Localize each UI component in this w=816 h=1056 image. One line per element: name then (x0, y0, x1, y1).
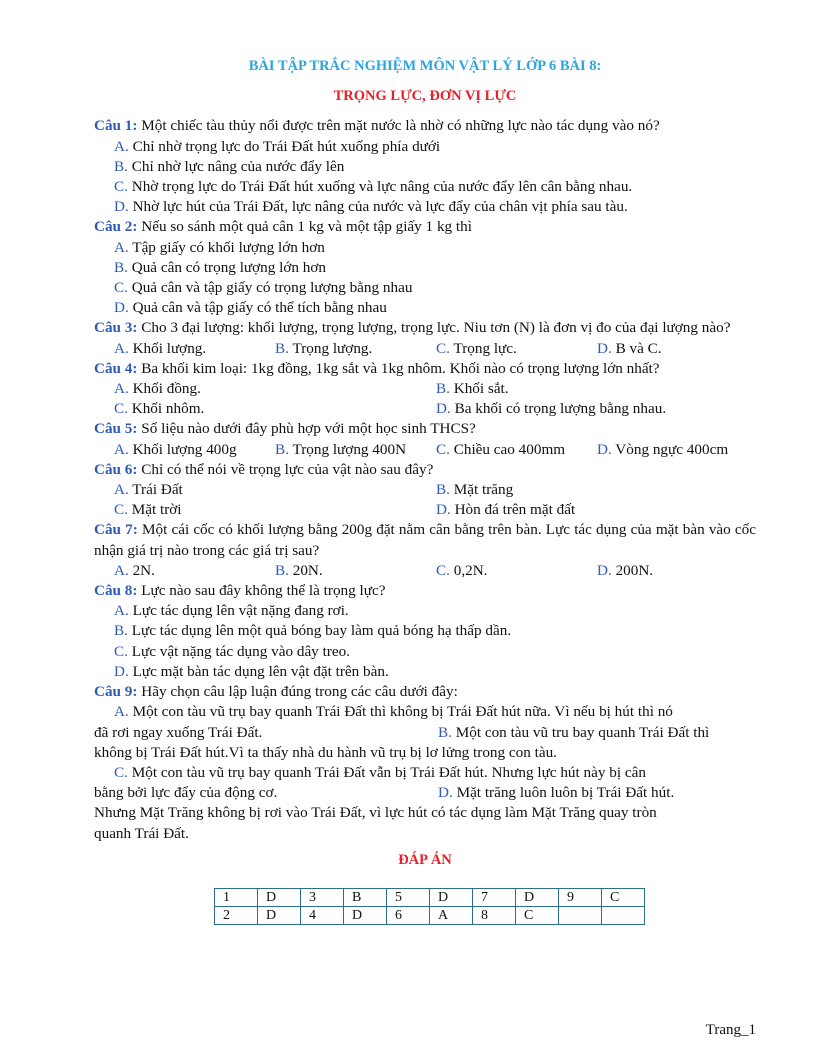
q4-options-row1 (114, 379, 756, 399)
q8-option-d: D. Lực mặt bàn tác dụng lên vật đặt trên bàn. (114, 662, 389, 680)
table-cell: 5 (387, 888, 430, 906)
document-title: BÀI TẬP TRẮC NGHIỆM MÔN VẬT LÝ LỚP 6 BÀI 8: (248, 58, 602, 74)
q8-option-c: C. Lực vật nặng tác dụng vào dây treo. (114, 642, 350, 660)
question-text: Một cái cốc có khối lượng bằng 200g đặt nằm cân bằng trên bàn. Lực tác dụng của mặt bàn vào cốc nhận giá trị nào trong các giá trị sau? (94, 521, 756, 559)
question-label: Câu 2: (94, 218, 138, 236)
q1-option-c: C. Nhờ trọng lực do Trái Đất hút xuống và lực nâng của nước đẩy lên cân bằng nhau. (114, 178, 633, 196)
table-cell: 1 (215, 888, 258, 906)
question-4 (94, 359, 756, 379)
q4-option-b: B. Khối sắt. (436, 380, 509, 398)
q6-option-d: D. Hòn đá trên mặt đất (436, 501, 576, 519)
question-text: Lực nào sau đây không thể là trọng lực? (137, 582, 386, 600)
table-cell: D (430, 888, 473, 906)
question-text: Ba khối kim loại: 1kg đồng, 1kg sắt và 1kg nhôm. Khối nào có trọng lượng lớn nhất? (137, 359, 660, 377)
q6-option-c: C. Mặt trời (114, 501, 182, 519)
question-3 (94, 318, 756, 338)
q9-line-1: A. Một con tàu vũ trụ bay quanh Trái Đất thì không bị Trái Đất hút nữa. Vì nếu bị hút thì nó (114, 703, 673, 721)
q1-option-d: D. Nhờ lực hút của Trái Đất, lực nâng của nước và lực đẩy của chân vịt phía sau tàu. (114, 198, 628, 216)
q2-option-d: D. Quả cân và tập giấy có thể tích bằng nhau (114, 299, 387, 317)
table-cell: D (258, 888, 301, 906)
q9-line-3: không bị Trái Đất hút.Vì ta thấy nhà du hành vũ trụ bị lơ lửng trong con tàu. (94, 743, 557, 761)
q6-options-row2 (114, 500, 756, 520)
question-label: Câu 8: (94, 582, 138, 600)
q5-option-b: B. Trọng lượng 400N (275, 440, 407, 458)
q1-option-b: B. Chỉ nhờ lực nâng của nước đẩy lên (114, 157, 345, 175)
question-8 (94, 581, 756, 601)
q9-options (94, 702, 756, 843)
q3-option-a: A. Khối lượng. (114, 339, 207, 357)
q1-option-a: A. Chỉ nhờ trọng lực do Trái Đất hút xuống phía dưới (114, 137, 441, 155)
question-label: Câu 1: (94, 117, 138, 135)
question-6 (94, 460, 756, 480)
q4-option-a: A. Khối đồng. (114, 380, 201, 398)
q5-option-a: A. Khối lượng 400g (114, 440, 237, 458)
answer-table (214, 888, 645, 925)
table-cell: D (516, 888, 559, 906)
q7-option-a: A. 2N. (114, 561, 155, 579)
question-text: Số liệu nào dưới đây phù hợp với một học sinh THCS? (137, 420, 476, 438)
question-label: Câu 4: (94, 359, 138, 377)
q5-option-d: D. Vòng ngực 400cm (597, 440, 729, 458)
q7-options (114, 561, 756, 581)
q7-option-b: B. 20N. (275, 561, 323, 579)
question-1 (94, 116, 756, 136)
table-row (215, 888, 645, 906)
table-cell: 7 (473, 888, 516, 906)
table-cell: 4 (301, 906, 344, 924)
q4-options-row2 (114, 399, 756, 419)
q4-option-d: D. Ba khối có trọng lượng bằng nhau. (436, 400, 667, 418)
q6-option-b: B. Mặt trăng (436, 481, 514, 499)
question-label: Câu 6: (94, 460, 138, 478)
table-cell: C (516, 906, 559, 924)
q6-option-a: A. Trái Đất (114, 481, 183, 499)
q4-option-c: C. Khối nhôm. (114, 400, 205, 418)
table-cell: C (602, 888, 645, 906)
question-7 (94, 520, 756, 560)
q9-line-7: quanh Trái Đất. (94, 824, 189, 842)
q7-option-d: D. 200N. (597, 561, 654, 579)
q8-option-a: A. Lực tác dụng lên vật nặng đang rơi. (114, 602, 349, 620)
q7-option-c: C. 0,2N. (436, 561, 488, 579)
q3-options (114, 339, 756, 359)
table-cell: 9 (559, 888, 602, 906)
table-cell: D (258, 906, 301, 924)
q6-options-row1 (114, 480, 756, 500)
q3-option-b: B. Trọng lượng. (275, 339, 373, 357)
q9-line-4: C. Một con tàu vũ trụ bay quanh Trái Đất vẫn bị Trái Đất hút. Nhưng lực hút này bị cân (114, 763, 646, 781)
q9-line-6: Nhưng Mặt Trăng không bị rơi vào Trái Đất, vì lực hút có tác dụng làm Mặt Trăng quay tròn (94, 804, 657, 822)
question-label: Câu 5: (94, 420, 138, 438)
page-number: Trang_1 (705, 1022, 756, 1038)
question-9 (94, 682, 756, 702)
table-cell: 6 (387, 906, 430, 924)
document-page (94, 56, 756, 925)
q2-option-b: B. Quả cân có trọng lượng lớn hơn (114, 258, 327, 276)
q3-option-c: C. Trọng lực. (436, 339, 517, 357)
q5-options (114, 440, 756, 460)
question-text: Hãy chọn câu lập luận đúng trong các câu dưới đây: (137, 683, 458, 701)
table-cell (602, 906, 645, 924)
question-label: Câu 9: (94, 683, 138, 701)
table-cell: D (344, 906, 387, 924)
table-cell: 8 (473, 906, 516, 924)
answer-title: ĐÁP ÁN (398, 851, 452, 868)
question-2 (94, 217, 756, 237)
question-text: Chỉ có thể nói về trọng lực của vật nào sau đây? (137, 460, 434, 478)
q2-option-c: C. Quả cân và tập giấy có trọng lượng bằng nhau (114, 279, 413, 297)
question-label: Câu 3: (94, 319, 138, 337)
table-row (215, 906, 645, 924)
q5-option-c: C. Chiều cao 400mm (436, 440, 566, 458)
q9-line-5: bằng bởi lực đẩy của động cơ. D. Mặt trăng luôn luôn bị Trái Đất hút. (94, 784, 675, 802)
table-cell: B (344, 888, 387, 906)
q2-option-a: A. Tập giấy có khối lượng lớn hơn (114, 238, 325, 256)
q3-option-d: D. B và C. (597, 339, 662, 357)
question-text: Nếu so sánh một quả cân 1 kg và một tập giấy 1 kg thì (137, 218, 472, 236)
question-5 (94, 419, 756, 439)
document-subtitle: TRỌNG LỰC, ĐƠN VỊ LỰC (333, 88, 517, 105)
q8-option-b: B. Lực tác dụng lên một quả bóng bay làm quả bóng hạ thấp dần. (114, 622, 512, 640)
question-label: Câu 7: (94, 521, 138, 539)
q9-line-2: đã rơi ngay xuống Trái Đất. B. Một con tàu vũ tru bay quanh Trái Đất thì (94, 723, 710, 741)
table-cell: 3 (301, 888, 344, 906)
question-text: Cho 3 đại lượng: khối lượng, trọng lượng, trọng lực. Niu tơn (N) là đơn vị đo của đại lượng nào? (137, 319, 731, 337)
table-cell (559, 906, 602, 924)
table-cell: A (430, 906, 473, 924)
question-text: Một chiếc tàu thủy nổi được trên mặt nước là nhờ có những lực nào tác dụng vào nó? (137, 117, 660, 135)
table-cell: 2 (215, 906, 258, 924)
